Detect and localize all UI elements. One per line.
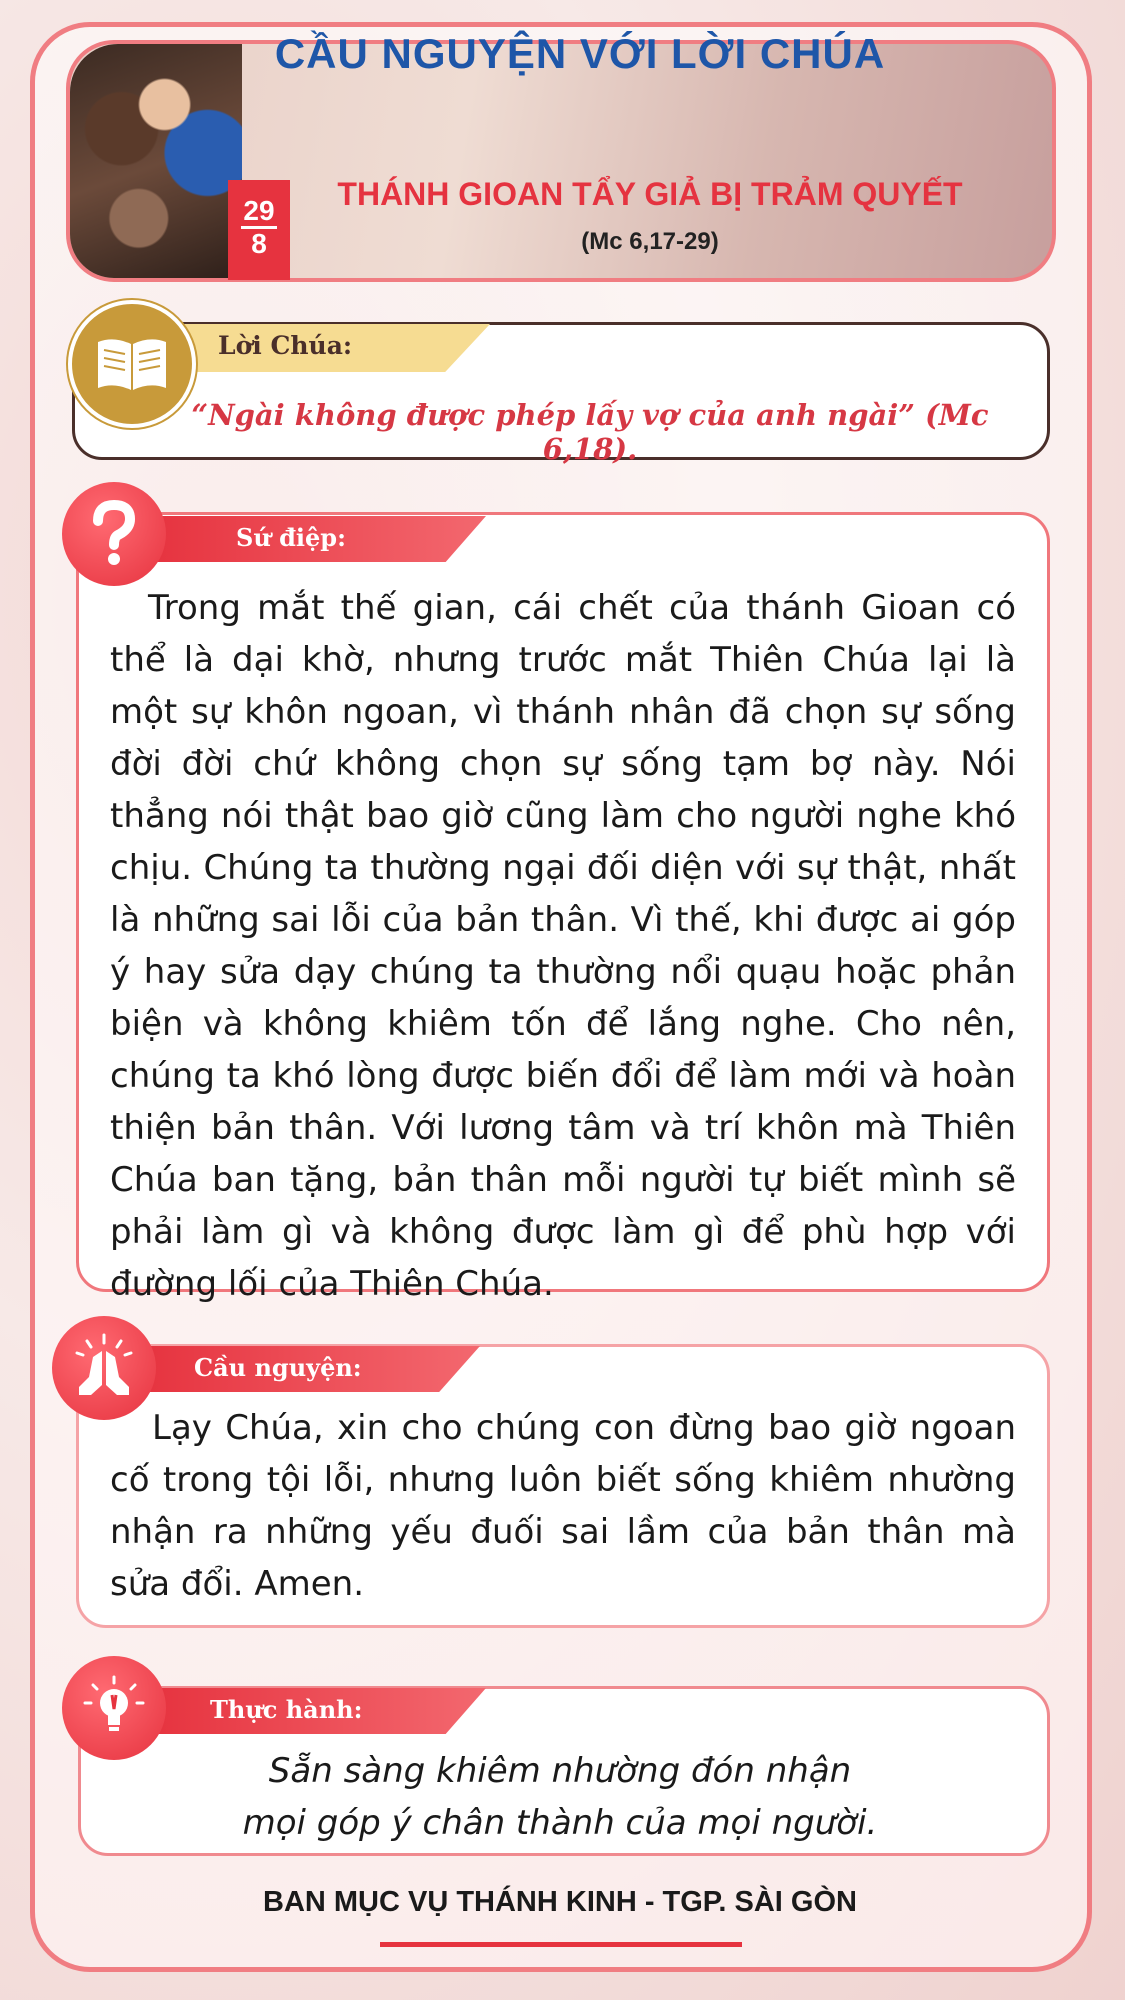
practice-line-2: mọi góp ý chân thành của mọi người.: [242, 1803, 878, 1843]
scripture-reference: (Mc 6,17-29): [581, 228, 719, 255]
practice-line-1: Sẵn sàng khiêm nhường đón nhận: [268, 1751, 852, 1791]
question-icon: [62, 482, 166, 586]
feast-title: THÁNH GIOAN TẨY GIẢ BỊ TRẢM QUYẾT: [337, 176, 963, 212]
practice-text: [120, 1745, 1000, 1849]
message-label: Sứ điệp:: [236, 523, 346, 552]
date-badge: [228, 180, 290, 280]
page-title: CẦU NGUYỆN VỚI LỜI CHÚA: [274, 30, 886, 77]
prayer-text: Lạy Chúa, xin cho chúng con đừng bao giờ ngoan cố trong tội lỗi, nhưng luôn biết sống khiêm nhường nhận ra những yếu đuối sai lầm của bản thân mà sửa đổi. Amen.: [110, 1408, 1016, 1604]
footer-divider: [380, 1942, 742, 1947]
message-text: Trong mắt thế gian, cái chết của thánh Gioan có thể là dại khờ, nhưng trước mắt Thiên Chúa lại là một sự khôn ngoan, vì thánh nhân đã chọn sự sống đời đời chứ không chọn sự sống tạm bợ này. Nói thẳng nói thật bao giờ cũng làm cho người nghe khó chịu. Chúng ta thường ngại đối diện với sự thật, nhất là những sai lỗi của bản thân. Vì thế, khi được ai góp ý hay sửa dạy chúng ta thường nổi quạu hoặc phản biện và không khiêm tốn để lắng nghe. Cho nên, chúng ta khó lòng được biến đổi để làm mới và hoàn thiện bản thân. Với lương tâm và trí khôn mà Thiên Chúa ban tặng, bản thân mỗi người tự biết mình sẽ phải làm gì và không được làm gì để phù hợp với đường lối của Thiên Chúa.: [110, 588, 1016, 1304]
date-month: 8: [251, 228, 267, 259]
word-quote: “Ngài không được phép lấy vợ của anh ngài” (Mc 6,18).: [191, 398, 989, 466]
prayer-label: Cầu nguyện:: [194, 1353, 362, 1382]
praying-hands-icon: [52, 1316, 156, 1420]
footer-credit: BAN MỤC VỤ THÁNH KINH - TGP. SÀI GÒN: [263, 1886, 857, 1918]
date-day: 29: [241, 196, 276, 229]
lightbulb-icon: [62, 1656, 166, 1760]
practice-label: Thực hành:: [210, 1695, 363, 1724]
saint-painting-image: [70, 44, 242, 282]
book-icon: [68, 300, 196, 428]
word-label: Lời Chúa:: [218, 331, 353, 360]
